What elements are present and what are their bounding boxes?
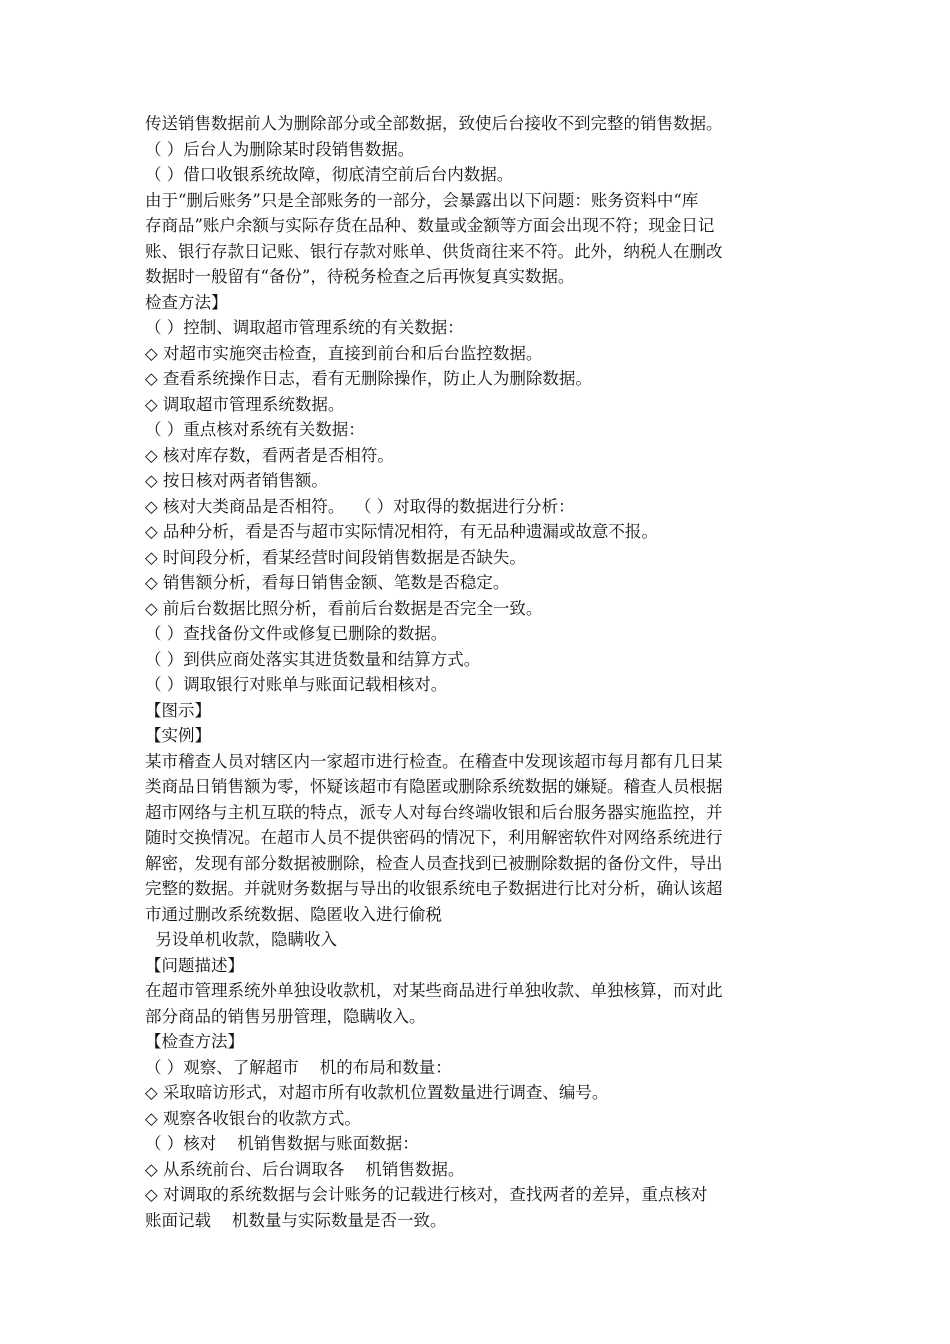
bullet-item: ◇ 时间段分析，看某经营时间段销售数据是否缺失。 xyxy=(145,547,526,567)
bullet-item: ◇ 品种分析，看是否与超市实际情况相符，有无品种遗漏或故意不报。 xyxy=(145,522,658,541)
bullet-item: ◇ 查看系统操作日志，看有无删除操作，防止人为删除数据。 xyxy=(145,369,592,388)
bullet-item: ◇ 采取暗访形式，对超市所有收款机位置数量进行调查、编号。 xyxy=(145,1083,609,1102)
document-body xyxy=(145,111,810,1233)
text-line: 完整的数据。并就财务数据与导出的收银系统电子数据进行比对分析，确认该超 xyxy=(145,879,723,898)
bullet-item: ◇ 调取超市管理系统数据。 xyxy=(145,394,345,414)
text-line: 随时交换情况。在超市人员不提供密码的情况下，利用解密软件对网络系统进行 xyxy=(145,828,723,847)
text-line: （ ）观察、了解超市 机的布局和数量： xyxy=(145,1057,452,1077)
subsection-title: 另设单机收款，隐瞒收入 xyxy=(145,930,337,949)
bullet-item: ◇ 观察各收银台的收款方式。 xyxy=(145,1108,361,1128)
section-heading: 检查方法】 xyxy=(145,292,228,312)
section-heading: 【检查方法】 xyxy=(145,1032,244,1051)
bullet-item: ◇ 前后台数据比照分析，看前后台数据是否完全一致。 xyxy=(145,598,543,618)
bullet-item: ◇ 按日核对两者销售额。 xyxy=(145,471,328,490)
bullet-item: ◇ 对超市实施突击检查，直接到前台和后台监控数据。 xyxy=(145,343,543,363)
text-line: 账、银行存款日记账、银行存款对账单、供货商往来不符。此外，纳税人在删改 xyxy=(145,241,723,261)
text-line: （ ）核对 机销售数据与账面数据： xyxy=(145,1134,419,1153)
text-line: 某市稽查人员对辖区内一家超市进行检查。在稽查中发现该超市每月都有几日某 xyxy=(145,751,723,771)
bullet-item: ◇ 从系统前台、后台调取各 机销售数据。 xyxy=(145,1159,465,1179)
text-line: 解密，发现有部分数据被删除，检查人员查找到已被删除数据的备份文件，导出 xyxy=(145,853,723,873)
bullet-item: ◇ 销售额分析，看每日销售金额、笔数是否稳定。 xyxy=(145,573,510,592)
text-line: （ ）重点核对系统有关数据： xyxy=(145,420,365,439)
text-line: 在超市管理系统外单独设收款机，对某些商品进行单独收款、单独核算，而对此 xyxy=(145,981,723,1000)
section-heading: 【图示】 xyxy=(145,700,211,720)
bullet-item: ◇ 对调取的系统数据与会计账务的记载进行核对，查找两者的差异，重点核对 xyxy=(145,1185,708,1204)
text-line: 市通过删改系统数据、隐匿收入进行偷税 xyxy=(145,904,442,924)
section-heading: 【问题描述】 xyxy=(145,955,244,975)
text-line: （ ）后台人为删除某时段销售数据。 xyxy=(145,139,415,159)
text-line: 传送销售数据前人为删除部分或全部数据，致使后台接收不到完整的销售数据。 xyxy=(145,114,723,133)
text-line: 超市网络与主机互联的特点，派专人对每台终端收银和后台服务器实施监控，并 xyxy=(145,802,723,822)
text-line: （ ）查找备份文件或修复已删除的数据。 xyxy=(145,624,448,643)
text-line: （ ）控制、调取超市管理系统的有关数据： xyxy=(145,318,464,337)
text-line: 数据时一般留有“备份”，待税务检查之后再恢复真实数据。 xyxy=(145,267,575,286)
text-line: （ ）到供应商处落实其进货数量和结算方式。 xyxy=(145,649,481,669)
bullet-item: ◇ 核对库存数，看两者是否相符。 xyxy=(145,445,394,465)
text-line: 存商品”账户余额与实际存货在品种、数量或金额等方面会出现不符；现金日记 xyxy=(145,216,715,235)
bullet-item: ◇ 核对大类商品是否相符。 （ ）对取得的数据进行分析： xyxy=(145,496,575,516)
text-line: 由于“删后账务”只是全部账务的一部分，会暴露出以下问题：账务资料中“库 xyxy=(145,190,699,210)
text-line: （ ）调取银行对账单与账面记载相核对。 xyxy=(145,675,448,694)
text-line: 账面记载 机数量与实际数量是否一致。 xyxy=(145,1210,447,1230)
section-heading: 【实例】 xyxy=(145,726,211,745)
text-line: （ ）借口收银系统故障，彻底清空前后台内数据。 xyxy=(145,165,514,184)
text-line: 部分商品的销售另册管理，隐瞒收入。 xyxy=(145,1006,426,1026)
text-line: 类商品日销售额为零，怀疑该超市有隐匿或删除系统数据的嫌疑。稽查人员根据 xyxy=(145,777,723,796)
